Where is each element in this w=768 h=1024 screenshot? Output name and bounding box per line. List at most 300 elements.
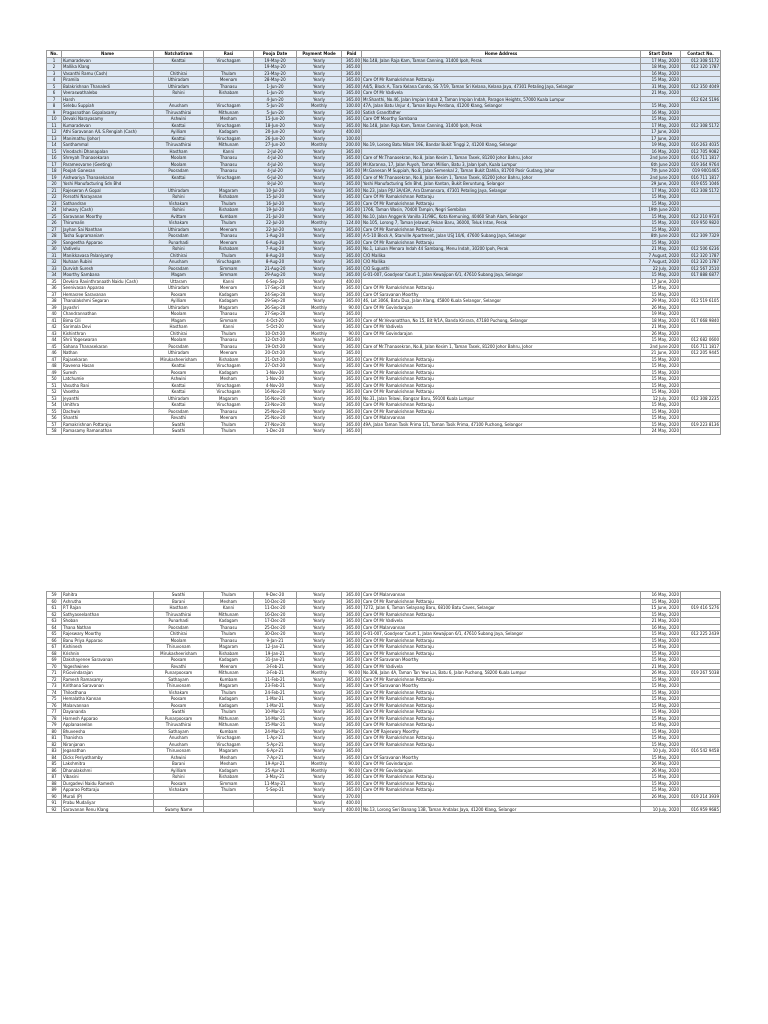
cell-rasi: Rishabam (204, 356, 254, 363)
cell-paid: 365.00 (342, 181, 362, 188)
cell-start-date: 15 May, 2020 (641, 715, 681, 722)
cell-payment-mode: Yearly (297, 644, 342, 651)
cell-rasi: Thulam (204, 592, 254, 599)
cell-no: 88 (47, 780, 62, 787)
cell-pooja-date: 28-May-20 (254, 77, 297, 84)
cell-name: Raveena Hasan (62, 363, 154, 370)
cell-rasi: Thulam (204, 428, 254, 435)
cell-paid: 365.00 (342, 382, 362, 389)
cell-payment-mode: Monthly (297, 670, 342, 677)
cell-paid: 365.00 (342, 285, 362, 292)
cell-home-address: Care Of Mr Ramakrishnan Pottaraju (362, 650, 641, 657)
cell-natchatiram: Poosam (154, 780, 204, 787)
pooja-subscriber-table (46, 50, 721, 435)
cell-natchatiram: Ayilliam (154, 767, 204, 774)
cell-home-address: G-01-007, Goodyear Court 1, Jalan Kewajipan 6/1, 47610 Subang Jaya, Selangor (362, 631, 641, 638)
cell-start-date: 15 May, 2020 (641, 220, 681, 227)
cell-home-address: Care of Mr.Vevanatthan, No 15, Bit 9/1A, Banda Kinrara, 47180 Puchong, Selangor (362, 317, 641, 324)
column-header-rasi: Rasi (204, 51, 254, 58)
cell-contact-no: 016 959 9685 (681, 806, 721, 813)
cell-contact-no: 012 506 6236 (681, 246, 721, 253)
cell-paid: 365.00 (342, 748, 362, 755)
cell-natchatiram: Rohini (154, 774, 204, 781)
cell-natchatiram: Sathayam (154, 676, 204, 683)
cell-no: 47 (47, 356, 62, 363)
cell-rasi: Mithunam (204, 715, 254, 722)
cell-pooja-date: 4-Nov-20 (254, 382, 297, 389)
cell-no: 20 (47, 181, 62, 188)
cell-rasi: Viruchagam (204, 735, 254, 742)
cell-name: Balakrishnan Thanaledi (62, 83, 154, 90)
cell-no: 23 (47, 200, 62, 207)
cell-natchatiram: Rohini (154, 90, 204, 97)
cell-payment-mode: Monthly (297, 330, 342, 337)
cell-natchatiram: Sathayam (154, 728, 204, 735)
cell-start-date: 18 May, 2020 (641, 317, 681, 324)
cell-payment-mode: Yearly (297, 83, 342, 90)
table-body (47, 592, 721, 813)
cell-contact-no: 012 624 5196 (681, 96, 721, 103)
cell-paid: 365.00 (342, 715, 362, 722)
cell-start-date: 15 May, 2020 (641, 213, 681, 220)
cell-name: Malarvannan (62, 702, 154, 709)
cell-paid: 365.00 (342, 754, 362, 761)
cell-name: Devkira Ravinthranaath Naidu (Cash) (62, 278, 154, 285)
cell-no: 75 (47, 696, 62, 703)
cell-natchatiram: Vishakam (154, 689, 204, 696)
cell-start-date: 15 May, 2020 (641, 702, 681, 709)
cell-name: Poojah Ganesan (62, 168, 154, 175)
cell-payment-mode: Yearly (297, 161, 342, 168)
cell-start-date: 15 May, 2020 (641, 598, 681, 605)
cell-pooja-date: 4-Jul-20 (254, 168, 297, 175)
cell-natchatiram: Punarhadi (154, 239, 204, 246)
cell-home-address: Care Of Mr Vadivela (362, 324, 641, 331)
cell-payment-mode: Yearly (297, 376, 342, 383)
cell-no: 72 (47, 676, 62, 683)
cell-name: Kishinthran (62, 330, 154, 337)
cell-natchatiram: Chithirai (154, 70, 204, 77)
cell-rasi: Kadagam (204, 129, 254, 136)
cell-paid: 365.00 (342, 187, 362, 194)
cell-natchatiram: Ayilliam (154, 129, 204, 136)
cell-paid: 365.00 (342, 246, 362, 253)
cell-no: 62 (47, 611, 62, 618)
cell-no: 65 (47, 631, 62, 638)
cell-home-address: Care Of Saravanan Moorthy (362, 291, 641, 298)
cell-payment-mode: Yearly (297, 780, 342, 787)
cell-no: 14 (47, 142, 62, 149)
cell-no: 82 (47, 741, 62, 748)
cell-home-address: No.1, Laluan Menara Indah 44 Sambang, Menu Indah, 30200 Ipoh, Perak (362, 246, 641, 253)
cell-payment-mode: Yearly (297, 800, 342, 807)
cell-payment-mode: Yearly (297, 148, 342, 155)
cell-payment-mode: Yearly (297, 689, 342, 696)
cell-rasi: Magaram (204, 304, 254, 311)
cell-pooja-date: 24-Sep-20 (254, 291, 297, 298)
cell-contact-no: 019 214 3939 (681, 793, 721, 800)
cell-no: 36 (47, 285, 62, 292)
cell-name: Harnesh Apparao (62, 715, 154, 722)
cell-no: 10 (47, 116, 62, 123)
cell-home-address: Care Of Mr Vadivela (362, 90, 641, 97)
cell-no: 33 (47, 265, 62, 272)
cell-natchatiram: Swathi (154, 592, 204, 599)
cell-payment-mode: Yearly (297, 77, 342, 84)
cell-start-date: 15 May, 2020 (641, 363, 681, 370)
cell-home-address: Care Of Mr Ramakrishnan Pottaraju (362, 741, 641, 748)
cell-payment-mode: Yearly (297, 428, 342, 435)
cell-no: 19 (47, 174, 62, 181)
cell-name: Latchumie (62, 376, 154, 383)
cell-name: Shrii Yogeswaran (62, 337, 154, 344)
cell-name: P.T Rajan (62, 605, 154, 612)
cell-name: Ramasamy Ramanathan (62, 428, 154, 435)
cell-rasi: Rishabam (204, 246, 254, 253)
cell-natchatiram: Uthiradam (154, 77, 204, 84)
cell-home-address: No.105, Lorong 7, Taman Jelawat, Pekan Baru, 36000, Teluk Intan, Perak (362, 220, 641, 227)
cell-payment-mode: Yearly (297, 265, 342, 272)
cell-paid: 365.00 (342, 70, 362, 77)
cell-paid: 365.00 (342, 605, 362, 612)
cell-no: 92 (47, 806, 62, 813)
cell-no: 1 (47, 57, 62, 64)
cell-start-date: 15 May, 2020 (641, 676, 681, 683)
cell-pooja-date: 27-Sep-20 (254, 311, 297, 318)
cell-rasi: Thulam (204, 689, 254, 696)
cell-start-date: 15 May, 2020 (641, 709, 681, 716)
cell-no: 77 (47, 709, 62, 716)
cell-start-date: 12 July, 2020 (641, 395, 681, 402)
cell-payment-mode: Yearly (297, 728, 342, 735)
cell-rasi: Simmam (204, 265, 254, 272)
cell-rasi: Kadagam (204, 767, 254, 774)
cell-natchatiram: Keattai (154, 382, 204, 389)
cell-payment-mode: Yearly (297, 90, 342, 97)
cell-rasi: Thanasu (204, 637, 254, 644)
cell-rasi: Viruchagam (204, 103, 254, 110)
cell-paid: 365.00 (342, 213, 362, 220)
cell-start-date: 24 May, 2020 (641, 428, 681, 435)
cell-paid: 365.00 (342, 77, 362, 84)
cell-start-date: 18 May, 2020 (641, 64, 681, 71)
cell-pooja-date: 19-Apr-21 (254, 761, 297, 768)
cell-pooja-date: 16-Nov-20 (254, 395, 297, 402)
cell-rasi: Magaram (204, 644, 254, 651)
cell-name: Vinodachi Dhanapalan (62, 148, 154, 155)
cell-rasi: Kanni (204, 148, 254, 155)
cell-contact-no: 012 519 6105 (681, 298, 721, 305)
cell-paid: 365.00 (342, 298, 362, 305)
cell-natchatiram: Thiruvonam (154, 644, 204, 651)
cell-rasi: Thulam (204, 631, 254, 638)
cell-payment-mode: Yearly (297, 350, 342, 357)
cell-payment-mode: Yearly (297, 787, 342, 794)
cell-payment-mode: Yearly (297, 631, 342, 638)
column-header-start-date: Start Date (641, 51, 681, 58)
cell-name: Mallika Klang (62, 64, 154, 71)
cell-contact-no: 019 223 8136 (681, 421, 721, 428)
cell-paid: 365.00 (342, 618, 362, 625)
cell-no: 64 (47, 624, 62, 631)
cell-no: 49 (47, 369, 62, 376)
cell-name: Lakshmitra (62, 761, 154, 768)
cell-natchatiram: Uthiradam (154, 350, 204, 357)
cell-start-date: 15 May, 2020 (641, 239, 681, 246)
cell-pooja-date: 29-Aug-20 (254, 272, 297, 279)
cell-start-date: 2nd June 2020 (641, 343, 681, 350)
cell-name: Dicks Periyathamby (62, 754, 154, 761)
cell-natchatiram: Vishakam (154, 220, 204, 227)
cell-natchatiram: Pooradam (154, 168, 204, 175)
cell-payment-mode: Yearly (297, 676, 342, 683)
cell-start-date: 15 May, 2020 (641, 103, 681, 110)
cell-rasi: Magaram (204, 187, 254, 194)
cell-payment-mode: Yearly (297, 709, 342, 716)
cell-pooja-date: 11-Dec-20 (254, 605, 297, 612)
cell-pooja-date: 1-Jun-20 (254, 83, 297, 90)
cell-paid: 365.00 (342, 233, 362, 240)
cell-paid: 90.00 (342, 304, 362, 311)
cell-pooja-date: 30-Dec-20 (254, 631, 297, 638)
column-header-no: No. (47, 51, 62, 58)
cell-no: 32 (47, 259, 62, 266)
cell-paid: 365.00 (342, 428, 362, 435)
cell-rasi: Rishabam (204, 774, 254, 781)
cell-paid: 365.00 (342, 337, 362, 344)
cell-contact-no: 012 308 5172 (681, 187, 721, 194)
cell-no: 73 (47, 683, 62, 690)
cell-no: 8 (47, 103, 62, 110)
cell-rasi: Thanasu (204, 161, 254, 168)
cell-pooja-date: 5-Jun-20 (254, 103, 297, 110)
cell-no: 55 (47, 408, 62, 415)
cell-start-date: 26 May, 2020 (641, 793, 681, 800)
cell-natchatiram: Swathi (154, 428, 204, 435)
cell-home-address: Care Off Rajeswary Moorthy (362, 728, 641, 735)
cell-rasi: Viruchagam (204, 57, 254, 64)
cell-name: Shreyah Thanasekaran (62, 155, 154, 162)
cell-home-address: Care Of Mr Ramakrishnan Pottaraju (362, 696, 641, 703)
cell-name: Rajasekaran (62, 356, 154, 363)
cell-paid: 365.00 (342, 741, 362, 748)
cell-rasi: Thanasu (204, 311, 254, 318)
column-header-pooja-date: Pooja Date (254, 51, 297, 58)
cell-start-date: 15 May, 2020 (641, 369, 681, 376)
cell-name: Umithra (62, 402, 154, 409)
cell-natchatiram: Ashwini (154, 116, 204, 123)
cell-no: 22 (47, 194, 62, 201)
cell-start-date: 16 May, 2020 (641, 624, 681, 631)
cell-natchatiram: Keattai (154, 122, 204, 129)
cell-payment-mode: Yearly (297, 395, 342, 402)
cell-pooja-date: 5-Apr-21 (254, 741, 297, 748)
cell-rasi: Thulam (204, 421, 254, 428)
cell-name: Sangeetha Apparao (62, 239, 154, 246)
table-row (47, 806, 721, 813)
cell-home-address: Care Of Mr Ramakrishnan Pottaraju (362, 709, 641, 716)
cell-paid: 365.00 (342, 689, 362, 696)
cell-natchatiram: Rohini (154, 207, 204, 214)
cell-rasi: Kumbam (204, 728, 254, 735)
cell-pooja-date: 1-Aug-20 (254, 233, 297, 240)
cell-natchatiram: Mirukasheerisham (154, 356, 204, 363)
cell-paid: 365.00 (342, 735, 362, 742)
cell-start-date: 15 May, 2020 (641, 611, 681, 618)
cell-payment-mode: Yearly (297, 246, 342, 253)
cell-home-address: Care Of Mr Ramakrishnan Pottaraju (362, 787, 641, 794)
cell-natchatiram: Moolam (154, 337, 204, 344)
cell-name: Saravanan Renu Klang (62, 806, 154, 813)
cell-payment-mode: Yearly (297, 311, 342, 318)
cell-home-address: Care Of Mr Ramakrishnan Pottaraju (362, 356, 641, 363)
cell-home-address: Care Of Malarvannan (362, 592, 641, 599)
cell-start-date: 2nd June 2020 (641, 155, 681, 162)
cell-payment-mode: Yearly (297, 155, 342, 162)
cell-home-address: No.13, Lorong Seri Banang 13B, Taman Andalas Jaya, 41200 Klang, Selangor (362, 806, 641, 813)
cell-home-address: Care Of Mr Ramakrishnan Pottaraju (362, 194, 641, 201)
cell-paid: 365.00 (342, 702, 362, 709)
cell-no: 84 (47, 754, 62, 761)
cell-home-address: Care Of Mr Ramakrishnan Pottaraju (362, 239, 641, 246)
cell-start-date: 29 May, 2020 (641, 298, 681, 305)
cell-start-date: 15 May, 2020 (641, 637, 681, 644)
cell-home-address: 46, Lot 3066, Batu Dua, Jalan Klang, 45800 Kuala Selangor, Selangor (362, 298, 641, 305)
cell-payment-mode: Yearly (297, 741, 342, 748)
cell-paid: 400.00 (342, 800, 362, 807)
cell-home-address: Care Of Mr Ramakrishnan Pottaraju (362, 715, 641, 722)
cell-rasi: Thanasu (204, 624, 254, 631)
cell-pooja-date: 3-May-21 (254, 774, 297, 781)
cell-home-address: Care Of Saravanan Moorthy (362, 657, 641, 664)
cell-start-date: 15 May, 2020 (641, 754, 681, 761)
cell-name: Saravanan Moorthy (62, 213, 154, 220)
cell-pooja-date: 1-Dec-20 (254, 428, 297, 435)
cell-name: Dakshayenee Saravanan (62, 657, 154, 664)
cell-start-date: 2nd June 2020 (641, 174, 681, 181)
cell-pooja-date: 6-Sep-20 (254, 278, 297, 285)
cell-natchatiram: Anusham (154, 741, 204, 748)
cell-rasi: Mesham (204, 116, 254, 123)
cell-rasi: Kadagam (204, 369, 254, 376)
cell-home-address: Care Of Mr Ramakrishnan Pottaraju (362, 389, 641, 396)
cell-rasi: Mesham (204, 598, 254, 605)
cell-paid: 365.00 (342, 644, 362, 651)
cell-paid: 365.00 (342, 395, 362, 402)
cell-home-address: No.308, Jalan 4A, Taman Tan Yew Lai, Batu 6, Jalan Puchong, 58200 Kuala Lumpur (362, 670, 641, 677)
cell-payment-mode: Yearly (297, 389, 342, 396)
cell-payment-mode: Yearly (297, 64, 342, 71)
cell-natchatiram: Ashwini (154, 376, 204, 383)
cell-pooja-date: 3-Feb-21 (254, 670, 297, 677)
cell-home-address: Care Of Mr Ramakrishnan Pottaraju (362, 382, 641, 389)
cell-start-date: 15 May, 2020 (641, 402, 681, 409)
cell-natchatiram: Thiruvathirai (154, 142, 204, 149)
cell-paid: 200.00 (342, 142, 362, 149)
cell-contact-no: 016 711 1817 (681, 343, 721, 350)
cell-home-address: C/O Mallika (362, 252, 641, 259)
cell-name: Vasetha (62, 389, 154, 396)
cell-name: Paramesvarne (Geeting) (62, 161, 154, 168)
cell-name: Dhanalakshmi (62, 767, 154, 774)
cell-rasi: Meenam (204, 77, 254, 84)
cell-pooja-date: 10-Jul-20 (254, 187, 297, 194)
cell-home-address: A4/5, Block A, Tiara Kelana Condo, SS 7/19, Taman Sri Kelana, Kelana Jaya, 47301 Petaling Jaya, Selangor (362, 83, 641, 90)
cell-paid: 365.00 (342, 631, 362, 638)
cell-contact-no: 012 682 0600 (681, 337, 721, 344)
cell-rasi: Thulam (204, 787, 254, 794)
column-header-contact-no: Contact No. (681, 51, 721, 58)
cell-start-date: 16 May, 2020 (641, 109, 681, 116)
cell-rasi: Meenam (204, 285, 254, 292)
cell-pooja-date: 1-Mar-21 (254, 696, 297, 703)
cell-start-date: 16 May, 2020 (641, 148, 681, 155)
cell-home-address: Care of Mr.Thanasekran, No.8, Jalan Kesim 1, Taman Tasek, 81200 Johor Bahru, Johor (362, 343, 641, 350)
cell-paid: 365.00 (342, 592, 362, 599)
cell-pooja-date: 15-Jul-20 (254, 194, 297, 201)
cell-pooja-date: 5-Oct-20 (254, 324, 297, 331)
cell-start-date: 15 May, 2020 (641, 696, 681, 703)
cell-start-date: 15 May, 2020 (641, 200, 681, 207)
cell-payment-mode: Yearly (297, 598, 342, 605)
cell-paid: 365.00 (342, 259, 362, 266)
cell-no: 81 (47, 735, 62, 742)
cell-start-date: 16 May, 2020 (641, 70, 681, 77)
cell-natchatiram: Uthiradam (154, 83, 204, 90)
cell-home-address: Care Of Mr Ramakrishnan Pottaraju (362, 611, 641, 618)
cell-pooja-date: 11-May-21 (254, 780, 297, 787)
cell-natchatiram: Moolam (154, 637, 204, 644)
cell-no: 21 (47, 187, 62, 194)
cell-pooja-date: 3-Feb-21 (254, 663, 297, 670)
cell-no: 91 (47, 800, 62, 807)
cell-no: 42 (47, 324, 62, 331)
cell-payment-mode: Monthly (297, 220, 342, 227)
cell-paid: 90.00 (342, 330, 362, 337)
cell-rasi: Rishabam (204, 650, 254, 657)
cell-no: 44 (47, 337, 62, 344)
cell-start-date: 19 May, 2020 (641, 311, 681, 318)
cell-paid: 365.00 (342, 109, 362, 116)
cell-start-date: 15 May, 2020 (641, 389, 681, 396)
cell-payment-mode: Yearly (297, 611, 342, 618)
cell-rasi: Thulam (204, 252, 254, 259)
cell-name: Vasutha Rani (62, 382, 154, 389)
cell-contact-no: 019 364 9764 (681, 161, 721, 168)
cell-pooja-date: 4-Oct-20 (254, 317, 297, 324)
cell-start-date: 15 May, 2020 (641, 657, 681, 664)
cell-no: 15 (47, 148, 62, 155)
subscriber-table-part-2 (46, 591, 720, 813)
cell-rasi: Meenam (204, 415, 254, 422)
cell-payment-mode: Yearly (297, 226, 342, 233)
cell-payment-mode: Yearly (297, 657, 342, 664)
cell-name: Devaki Narayasamy (62, 116, 154, 123)
cell-pooja-date: 20-Oct-20 (254, 350, 297, 357)
cell-home-address: Care Of Mr Govindarajan (362, 330, 641, 337)
cell-start-date: 21 May, 2020 (641, 618, 681, 625)
cell-natchatiram: Poosam (154, 657, 204, 664)
table-body (47, 57, 721, 434)
cell-paid: 365.00 (342, 155, 362, 162)
cell-name: Thanishra (62, 735, 154, 742)
cell-payment-mode: Yearly (297, 382, 342, 389)
cell-name: Apparao Pottaraju (62, 787, 154, 794)
cell-contact-no: 012 350 4049 (681, 83, 721, 90)
cell-no: 24 (47, 207, 62, 214)
cell-home-address: Care Of Mr Ramakrishnan Pottaraju (362, 689, 641, 696)
cell-paid: 100.00 (342, 135, 362, 142)
